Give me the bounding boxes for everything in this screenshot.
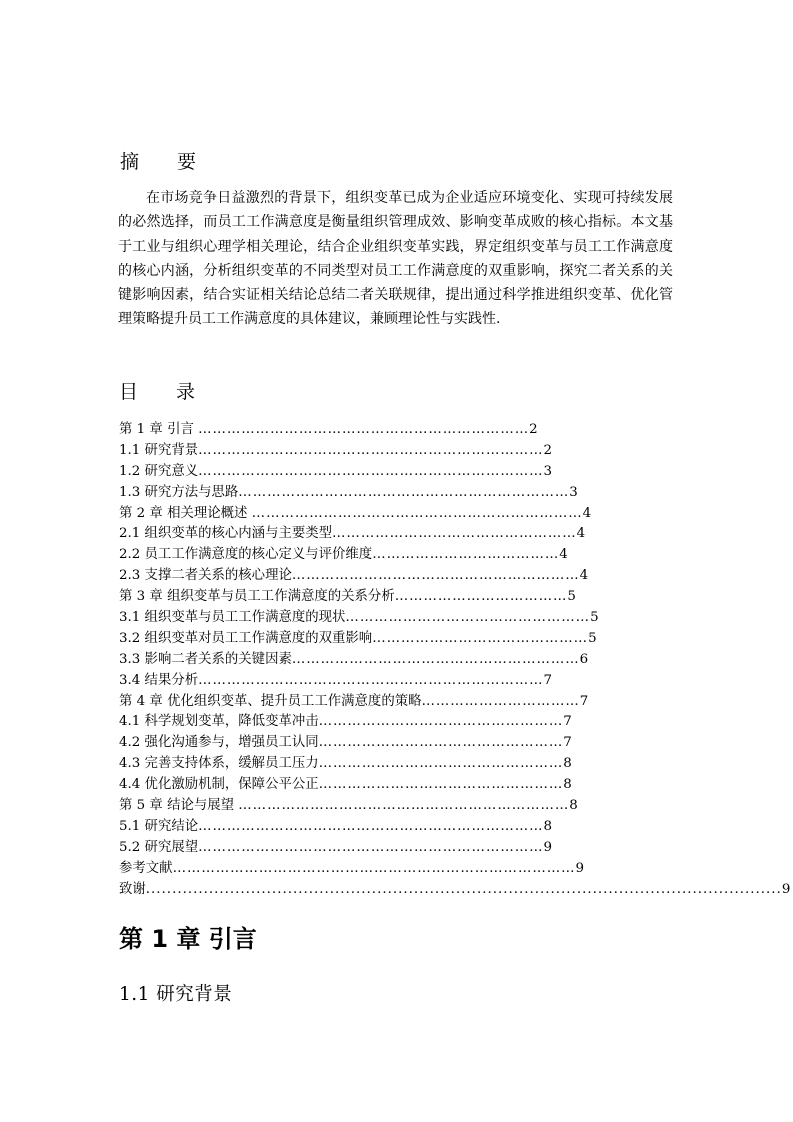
toc-entry-title: 4.4 优化激励机制，保障公平公正	[119, 777, 319, 793]
toc-entry[interactable]	[119, 504, 679, 525]
toc-entry-title: 致谢	[119, 881, 146, 897]
toc-entry[interactable]	[119, 566, 679, 587]
toc-entry-title: 3.2 组织变革对员工工作满意度的双重影响	[119, 630, 373, 646]
toc-entry-title: 4.1 科学规划变革，降低变革冲击	[119, 714, 319, 730]
toc-entry-title: 5.2 研究展望	[119, 839, 199, 855]
toc-page-number: 8	[543, 818, 553, 834]
toc-entry-title: 3.1 组织变革与员工工作满意度的现状	[119, 610, 346, 626]
toc-entry[interactable]	[119, 587, 679, 608]
toc-page-number: 7	[563, 735, 572, 751]
toc-leader-dots: ……………………………………………………………	[251, 505, 583, 521]
toc-leader-dots: …………………………………………………………………………	[172, 860, 576, 876]
toc-entry-title: 第 1 章 引言	[119, 422, 199, 437]
toc-page-number: 4	[559, 547, 568, 563]
table-of-contents	[119, 420, 791, 900]
toc-leader-dots: ……………………………………………	[332, 526, 577, 542]
toc-entry-title: 参考文献	[119, 860, 173, 876]
toc-entry[interactable]	[119, 817, 679, 838]
toc-page-number: 8	[563, 777, 572, 793]
toc-leader-dots: ……………………………………………	[345, 610, 591, 626]
toc-leader-dots: ……………………………………………………	[291, 651, 580, 667]
toc-leader-dots: ………………………………………………………………	[198, 839, 544, 855]
toc-entry-title: 2.3 支撑二者关系的核心理论	[119, 568, 292, 584]
toc-entry[interactable]	[119, 629, 679, 650]
toc-page-number: 8	[569, 798, 578, 814]
toc-page-number: 4	[576, 526, 586, 542]
section-heading: 1.1 研究背景	[119, 984, 233, 1005]
toc-entry[interactable]	[119, 692, 679, 713]
toc-entry[interactable]	[119, 754, 679, 775]
toc-page-number: 4	[579, 568, 589, 584]
toc-entry-title: 第 5 章 结论与展望	[119, 798, 239, 814]
toc-entry[interactable]	[119, 483, 679, 504]
toc-page-number: 7	[579, 693, 589, 709]
toc-leader-dots: ………………………………………………………………	[198, 463, 544, 479]
toc-entry-title: 第 2 章 相关理论概述	[119, 505, 252, 521]
toc-entry-title: 1.1 研究背景	[119, 442, 199, 458]
toc-entry-title: 3.4 结果分析	[119, 672, 199, 688]
toc-entry-title: 2.2 员工工作满意度的核心定义与评价维度	[119, 547, 373, 563]
toc-leader-dots: ………………………………	[394, 589, 568, 605]
toc-page-number: 9	[575, 860, 585, 876]
toc-entry[interactable]	[119, 880, 791, 901]
toc-entry[interactable]	[119, 796, 679, 817]
toc-page-number: 8	[563, 756, 572, 772]
toc-leader-dots: ……………………………………………	[318, 714, 564, 730]
toc-page-number: 7	[563, 714, 572, 730]
toc-title: 目 录	[119, 381, 212, 403]
toc-entry[interactable]	[119, 545, 679, 566]
toc-page-number: 2	[529, 422, 538, 437]
toc-page-number: 3	[569, 484, 578, 500]
abstract-title: 摘 要	[120, 151, 213, 173]
toc-entry-title: 4.2 强化沟通参与，增强员工认同	[119, 735, 319, 751]
toc-leader-dots: ………………………………………………………………	[198, 818, 544, 834]
toc-page-number: 2	[543, 442, 553, 458]
toc-page-number: 5	[590, 610, 599, 626]
toc-leader-dots: ……………………………………………………………	[238, 484, 570, 500]
toc-leader-dots: ………………………………………………………………	[198, 442, 544, 458]
toc-entry[interactable]	[119, 859, 679, 880]
toc-leader-dots: …………………………………	[372, 547, 560, 563]
toc-leader-dots: ……………………………………………………………	[198, 422, 530, 437]
toc-page-number: 4	[582, 505, 592, 521]
toc-page-number: 7	[543, 672, 553, 688]
toc-entry[interactable]	[119, 441, 679, 462]
toc-entry-title: 第 4 章 优化组织变革、提升员工工作满意度的策略	[119, 693, 422, 709]
toc-page-number: 3	[543, 463, 553, 479]
toc-leader-dots: ……………………………………………………	[291, 568, 580, 584]
toc-entry-title: 1.2 研究意义	[119, 463, 199, 479]
toc-entry[interactable]	[119, 712, 679, 733]
toc-entry-title: 2.1 组织变革的核心内涵与主要类型	[119, 526, 333, 542]
toc-entry[interactable]	[119, 524, 679, 545]
toc-entry[interactable]	[119, 650, 679, 671]
toc-entry-title: 3.3 影响二者关系的关键因素	[119, 651, 292, 667]
toc-leader-dots: .........................................................................................................................	[145, 881, 782, 897]
toc-entry[interactable]	[119, 733, 679, 754]
toc-leader-dots: ……………………………………………	[318, 777, 564, 793]
toc-leader-dots: ……………………………	[421, 693, 580, 709]
toc-entry-title: 5.1 研究结论	[119, 818, 199, 834]
toc-entry[interactable]	[119, 462, 679, 483]
toc-entry-title: 1.3 研究方法与思路	[119, 484, 239, 500]
toc-entry[interactable]	[119, 608, 679, 629]
chapter-heading: 第 1 章 引言	[119, 925, 257, 953]
toc-entry[interactable]	[119, 838, 679, 859]
toc-entry-title: 4.3 完善支持体系，缓解员工压力	[119, 756, 319, 772]
toc-page-number: 5	[567, 589, 576, 605]
toc-entry[interactable]	[119, 775, 679, 796]
toc-entry-title: 第 3 章 组织变革与员工工作满意度的关系分析	[119, 589, 395, 605]
toc-page-number: 9	[781, 881, 791, 897]
toc-leader-dots: ………………………………………………………………	[198, 672, 544, 688]
abstract-body: 在市场竞争日益激烈的背景下，组织变革已成为企业适应环境变化、实现可持续发展的必然选择，而员工工作满意度是衡量组织管理成效、影响变革成败的核心指标。本文基于工业与组织心理学相关理论，结合企业组织变革实践，界定组织变革与员工工作满意度的核心内涵，分析组织变革的不同类型对员工工作满意度的双重影响，探究二者关系的关键影响因素，结合实证相关结论总结二者关联规律，提出通过科学推进组织变革、优化管理策略提升员工工作满意度的具体建议，兼顾理论性与实践性.	[118, 190, 673, 328]
toc-page-number: 5	[588, 630, 597, 646]
toc-leader-dots: ……………………………………………	[318, 735, 564, 751]
toc-entry[interactable]	[119, 671, 679, 692]
toc-entry[interactable]	[119, 420, 679, 441]
toc-page-number: 9	[543, 839, 553, 855]
toc-leader-dots: ………………………………………	[372, 630, 589, 646]
toc-page-number: 6	[579, 651, 589, 667]
toc-leader-dots: ……………………………………………	[318, 756, 564, 772]
toc-leader-dots: ……………………………………………………………	[238, 798, 570, 814]
